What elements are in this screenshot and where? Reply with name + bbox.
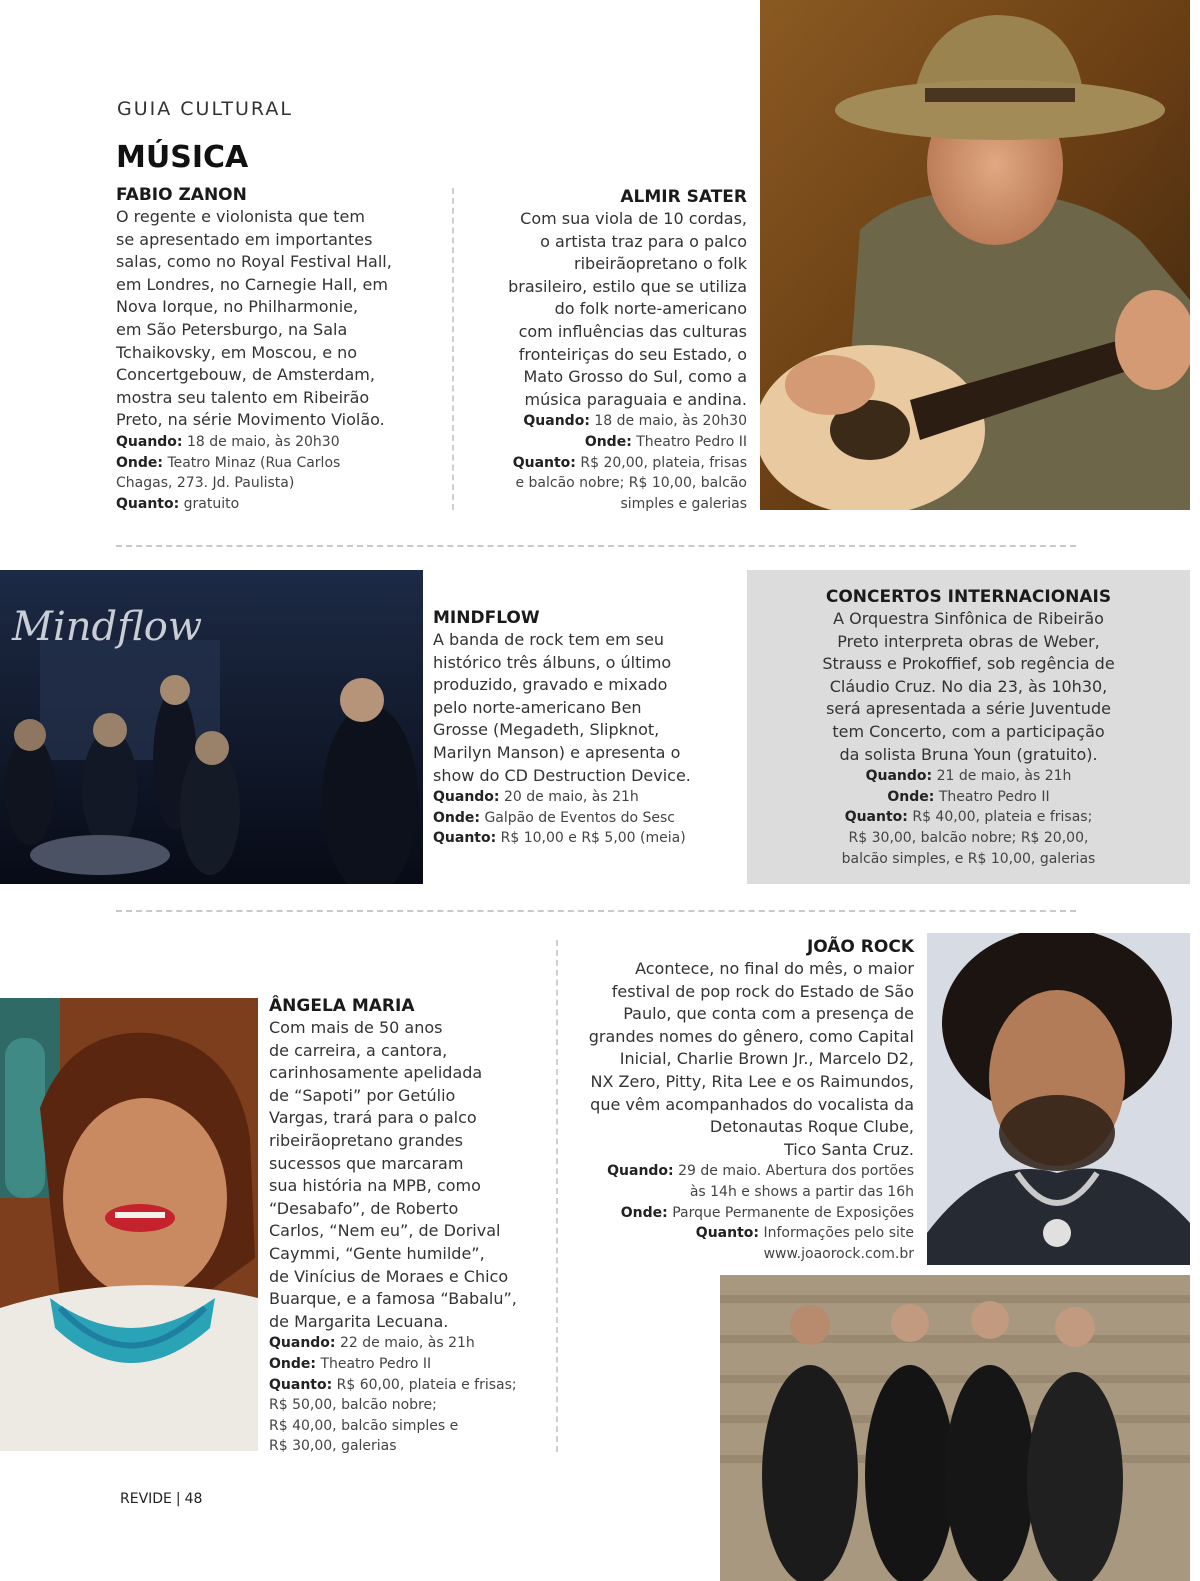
- event-details: Quando: 18 de maio, às 20h30 Onde: Theatro Pedro II Quanto: R$ 20,00, plateia, frisas e balcão nobre; R$ 10,00, balcão simples e galerias: [512, 413, 747, 512]
- column-divider: [556, 940, 558, 1452]
- event-details: Quando: 21 de maio, às 21h Onde: Theatro Pedro II Quanto: R$ 40,00, plateia e frisas; R$ 30,00, balcão nobre; R$ 20,00, balcão simples, e R$ 10,00, galerias: [841, 768, 1096, 867]
- article-title: MINDFLOW: [433, 608, 540, 628]
- magazine-name: REVIDE: [120, 1491, 172, 1507]
- column-divider: [452, 188, 454, 510]
- mindflow-logo: Mindflow: [12, 604, 203, 650]
- article-title: JOÃO ROCK: [806, 937, 914, 957]
- article-title: ÂNGELA MARIA: [269, 996, 415, 1016]
- photo-angela-maria: [0, 998, 258, 1451]
- section-title: MÚSICA: [116, 140, 249, 175]
- photo-joao-rock-singer: [927, 933, 1190, 1265]
- article-angela-maria: [269, 995, 549, 1457]
- article-title: FABIO ZANON: [116, 185, 247, 205]
- article-body: A Orquestra Sinfônica de Ribeirão Preto interpreta obras de Weber, Strauss e Prokoffief, sob regência de Cláudio Cruz. No dia 23, às 10h30, será apresentada a série Juventude tem Concerto, com a participação da solista Bruna Youn (gratuito).: [822, 609, 1115, 764]
- article-body: Acontece, no final do mês, o maior festival de pop rock do Estado de São Paulo, que conta com a presença de grandes nomes do gênero, como Capital Inicial, Charlie Brown Jr., Marcelo D2, NX Zero, Pitty, Rita Lee e os Raimundos, que vêm acompanhados do vocalista da Detonautas Roque Clube, Tico Santa Cruz.: [588, 959, 914, 1159]
- article-joao-rock: [570, 936, 914, 1264]
- section-kicker: GUIA CULTURAL: [117, 98, 293, 120]
- article-body: Com sua viola de 10 cordas, o artista traz para o palco ribeirãopretano o folk brasileiro, estilo que se utiliza do folk norte-americano com influências das culturas fronteiriças do seu Estado, o Mato Grosso do Sul, como a música paraguaia e andina.: [508, 209, 747, 409]
- article-body: Com mais de 50 anos de carreira, a cantora, carinhosamente apelidada de “Sapoti” por Getúlio Vargas, trará para o palco ribeirãopretano grandes sucessos que marcaram sua história na MPB, como “Desabafo”, de Roberto Carlos, “Nem eu”, de Dorival Caymmi, “Gente humilde”, de Vinícius de Moraes e Chico Buarque, e a famosa “Babalu”, de Margarita Lecuana.: [269, 1018, 517, 1331]
- article-fabio-zanon: [116, 184, 446, 514]
- event-details: Quando: 18 de maio, às 20h30 Onde: Teatro Minaz (Rua Carlos Chagas, 273. Jd. Paulista) Quanto: gratuito: [116, 433, 341, 512]
- photo-almir-sater: [760, 0, 1190, 510]
- article-mindflow: [433, 607, 733, 849]
- photo-joao-rock-band: [720, 1275, 1190, 1581]
- event-details: Quando: 20 de maio, às 21h Onde: Galpão de Eventos do Sesc Quanto: R$ 10,00 e R$ 5,00 (meia): [433, 789, 686, 847]
- horizontal-divider: [116, 545, 1076, 547]
- article-almir-sater: [470, 186, 747, 514]
- article-title: ALMIR SATER: [620, 187, 747, 207]
- page-number: 48: [184, 1491, 203, 1507]
- page-footer: REVIDE | 48: [120, 1491, 203, 1507]
- horizontal-divider: [116, 910, 1076, 912]
- article-body: A banda de rock tem em seu histórico três álbuns, o último produzido, gravado e mixado pelo norte-americano Ben Grosse (Megadeth, Slipknot, Marilyn Manson) e apresenta o show do CD Destruction Device.: [433, 630, 691, 785]
- event-details: Quando: 22 de maio, às 21h Onde: Theatro Pedro II Quanto: R$ 60,00, plateia e frisas; R$ 50,00, balcão nobre; R$ 40,00, balcão simples e R$ 30,00, galerias: [269, 1335, 517, 1455]
- photo-mindflow: [0, 570, 423, 884]
- article-concertos-internacionais: [752, 586, 1185, 869]
- event-details: Quando: 29 de maio. Abertura dos portões às 14h e shows a partir das 16h Onde: Parque Permanente de Exposições Quanto: Informações pelo site www.joaorock.com.br: [607, 1163, 914, 1262]
- article-title: CONCERTOS INTERNACIONAIS: [825, 587, 1112, 607]
- article-body: O regente e violonista que tem se apresentado em importantes salas, como no Royal Festival Hall, em Londres, no Carnegie Hall, em Nova Iorque, no Philharmonie, em São Petersburgo, na Sala Tchaikovsky, em Moscou, e no Concertgebouw, de Amsterdam, mostra seu talento em Ribeirão Preto, na série Movimento Violão.: [116, 207, 392, 430]
